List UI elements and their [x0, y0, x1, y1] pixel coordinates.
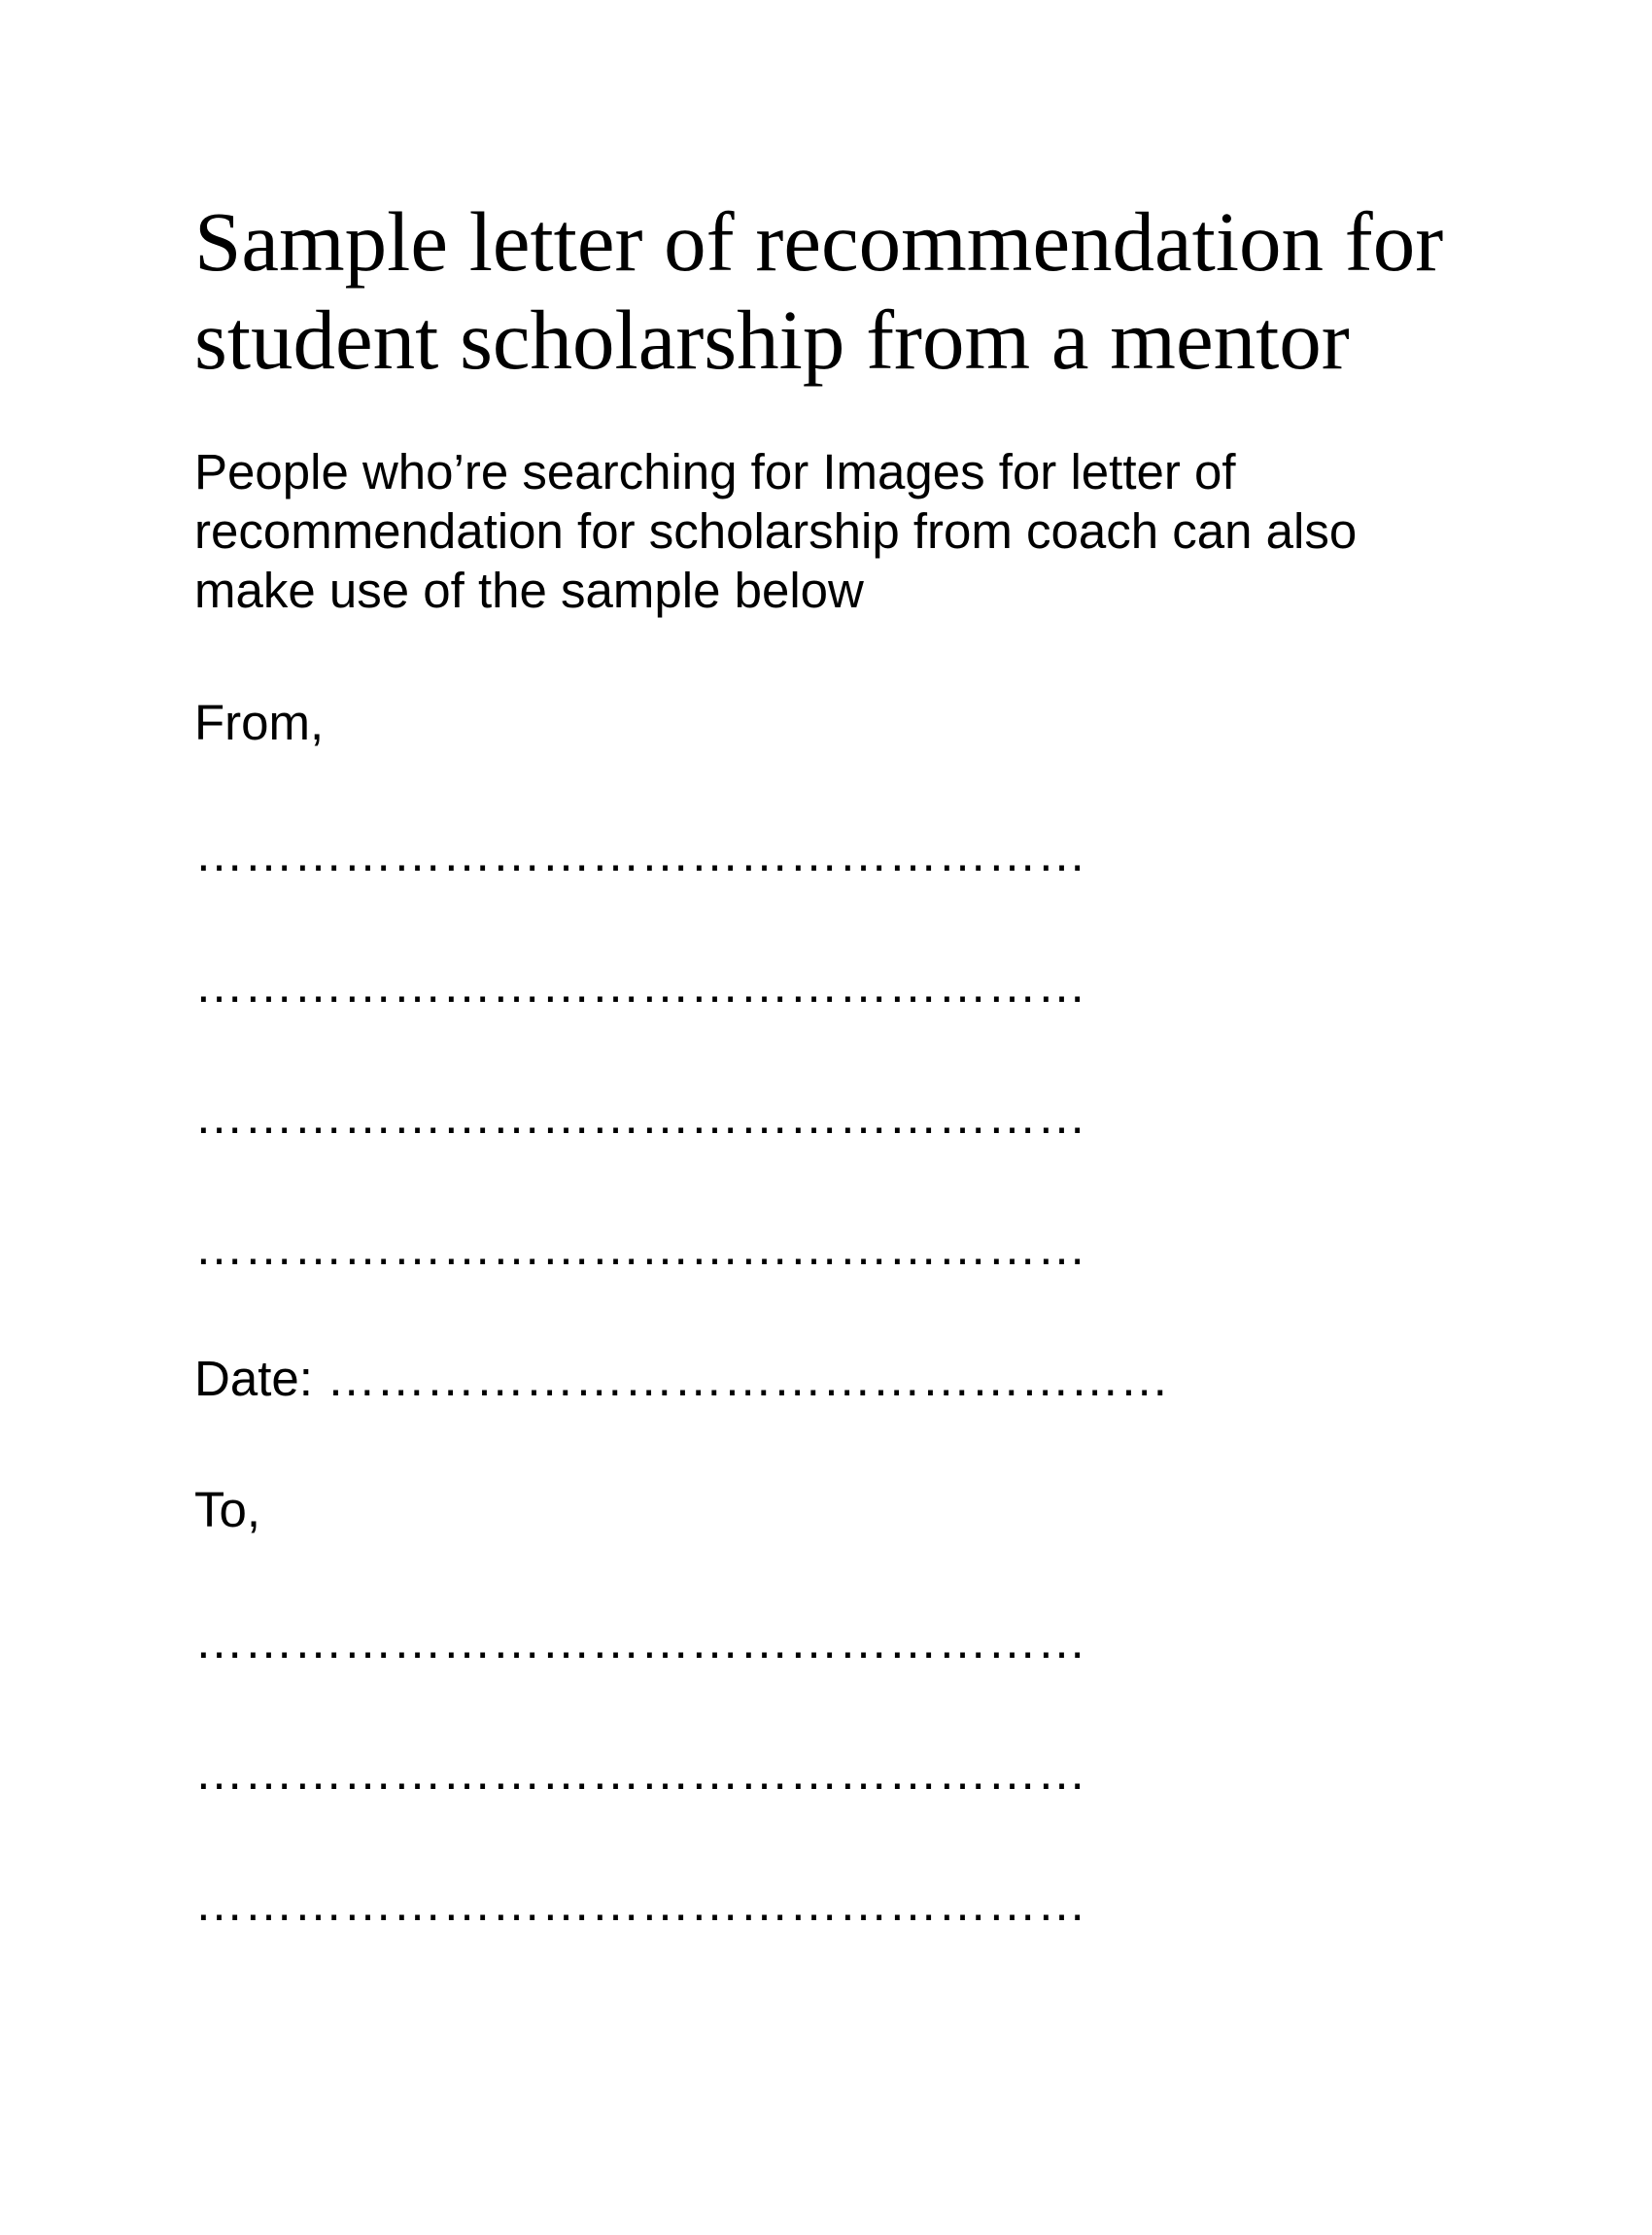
intro-line-2: recommendation for scholarship from coach can also — [194, 503, 1358, 559]
to-blank-line-3: ……………………………………………… — [194, 1875, 1086, 1931]
from-blank-line-2: ……………………………………………… — [194, 957, 1086, 1013]
intro-line-3: make use of the sample below — [194, 563, 864, 618]
to-label: To, — [194, 1482, 261, 1537]
from-blank-line-4: ……………………………………………… — [194, 1220, 1086, 1275]
from-blank-line-3: ……………………………………………… — [194, 1088, 1086, 1144]
title-line-2: student scholarship from a mentor — [194, 292, 1350, 387]
to-blank-line-2: ……………………………………………… — [194, 1744, 1086, 1800]
from-label: From, — [194, 695, 325, 750]
page-title — [194, 192, 1555, 389]
date-line: Date: …………………………………………… — [194, 1351, 1170, 1406]
to-blank-line-1: ……………………………………………… — [194, 1613, 1086, 1668]
intro-line-1: People who’re searching for Images for letter of — [194, 444, 1236, 499]
title-line-1: Sample letter of recommendation for — [194, 194, 1444, 289]
from-blank-line-1: ……………………………………………… — [194, 826, 1086, 881]
intro-paragraph — [194, 442, 1555, 620]
